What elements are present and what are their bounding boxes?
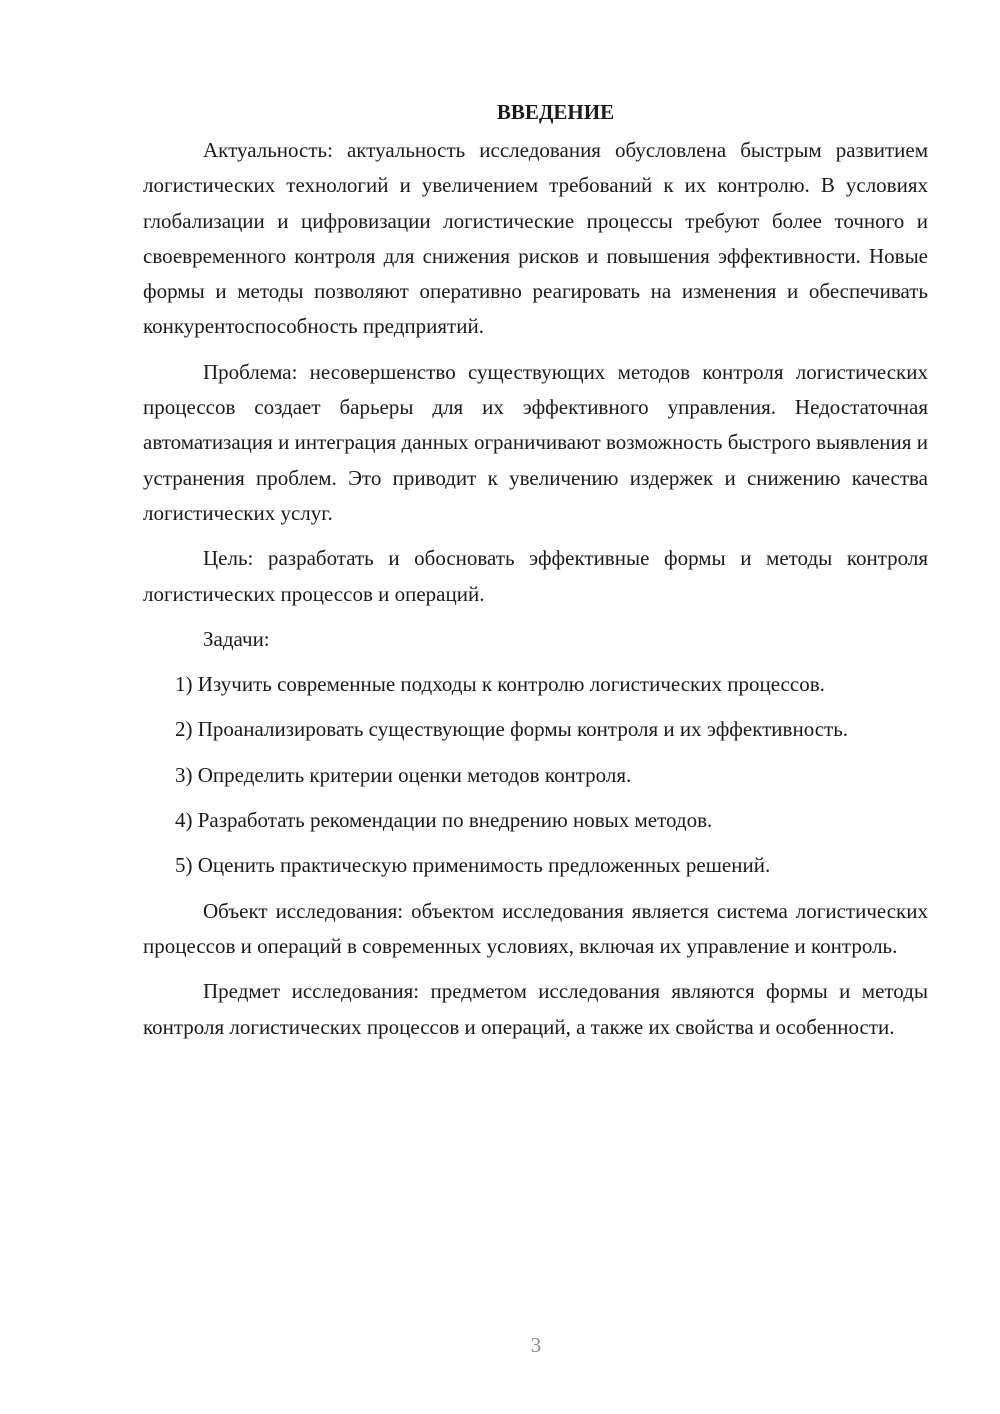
problem-paragraph: Проблема: несовершенство существующих методов контроля логистических процессов создает барьеры для их эффективного управления. Недостаточная автоматизация и интеграция данных ограничивают возможность быстрого выявления и устранения проблем. Это приводит к увеличению издержек и снижению качества логистических услуг.	[143, 359, 928, 525]
subject-paragraph: Предмет исследования: предметом исследования являются формы и методы контроля логистических процессов и операций, а также их свойства и особенности.	[143, 979, 928, 1039]
tasks-heading: Задачи:	[203, 626, 270, 651]
object-paragraph: Объект исследования: объектом исследования является система логистических процессов и операций в современных условиях, включая их управление и контроль.	[143, 898, 928, 958]
task-item-4: 4) Разработать рекомендации по внедрению новых методов.	[175, 808, 713, 833]
task-item-1: 1) Изучить современные подходы к контролю логистических процессов.	[175, 672, 825, 697]
section-title: ВВЕДЕНИЕ	[496, 100, 615, 124]
task-item-5: 5) Оценить практическую применимость предложенных решений.	[175, 853, 771, 878]
relevance-paragraph: Актуальность: актуальность исследования обусловлена быстрым развитием логистических технологий и увеличением требований к их контролю. В условиях глобализации и цифровизации логистические процессы требуют более точного и своевременного контроля для снижения рисков и повышения эффективности. Новые формы и методы позволяют оперативно реагировать на изменения и обеспечивать конкурентоспособность предприятий.	[143, 138, 928, 339]
task-item-3: 3) Определить критерии оценки методов контроля.	[175, 762, 632, 787]
page-number: 3	[530, 1333, 542, 1357]
page-content	[143, 95, 928, 1055]
task-item-2: 2) Проанализировать существующие формы контроля и их эффективность.	[175, 717, 849, 742]
goal-paragraph: Цель: разработать и обосновать эффективные формы и методы контроля логистических процессов и операций.	[143, 546, 928, 606]
